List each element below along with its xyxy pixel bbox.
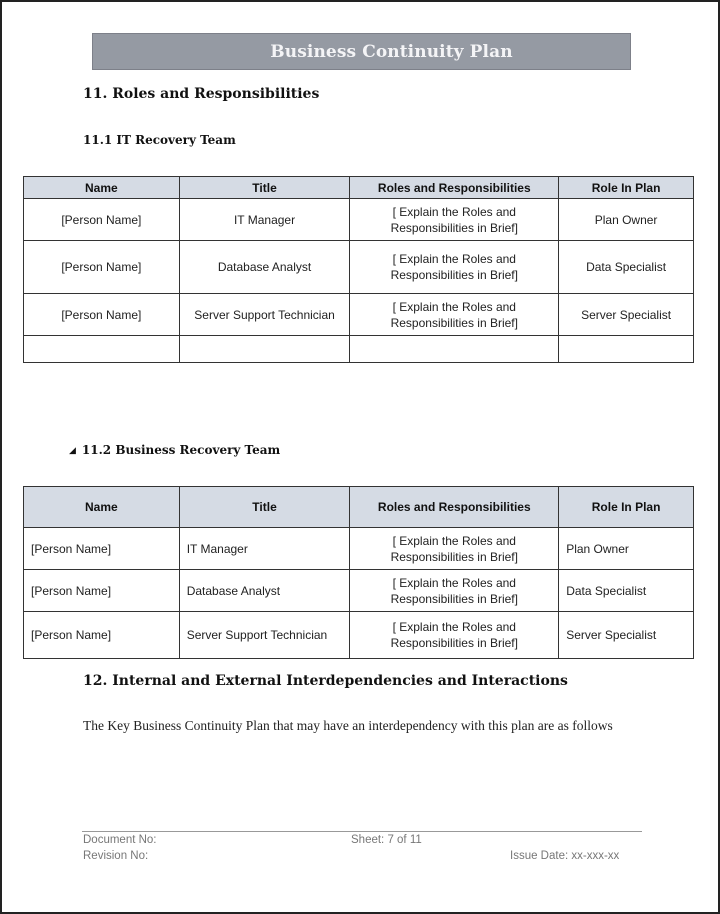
cell-name: [Person Name] <box>24 199 180 241</box>
cell-roles: [ Explain the Roles and Responsibilities in Brief] <box>350 570 559 612</box>
table-row <box>24 570 694 612</box>
cell-name: [Person Name] <box>24 241 180 294</box>
business-recovery-team-table <box>23 486 694 659</box>
footer-document-no: Document No: <box>83 834 157 846</box>
cell-title: Database Analyst <box>179 570 350 612</box>
cell-title: IT Manager <box>179 528 350 570</box>
cell-roles <box>350 336 559 363</box>
footer-issue-date: Issue Date: xx-xxx-xx <box>510 850 620 862</box>
table-row <box>24 199 694 241</box>
cell-role-in-plan: Plan Owner <box>559 528 694 570</box>
footer-divider <box>82 831 642 832</box>
cell-roles: [ Explain the Roles and Responsibilities in Brief] <box>350 612 559 659</box>
cell-role-in-plan: Server Specialist <box>559 294 694 336</box>
table-row <box>24 241 694 294</box>
table-row <box>24 528 694 570</box>
column-header-name: Name <box>24 177 180 199</box>
cell-title: Server Support Technician <box>179 612 350 659</box>
cell-title: IT Manager <box>179 199 350 241</box>
column-header-role-in-plan: Role In Plan <box>559 177 694 199</box>
section-12-body: The Key Business Continuity Plan that may have an interdependency with this plan are as follows <box>83 718 613 733</box>
section-11-heading: 11. Roles and Responsibilities <box>83 86 320 102</box>
cell-name: [Person Name] <box>24 612 180 659</box>
cell-role-in-plan: Server Specialist <box>559 612 694 659</box>
footer-revision-no: Revision No: <box>83 850 149 862</box>
cell-name: [Person Name] <box>24 294 180 336</box>
section-11-2-heading: 11.2 Business Recovery Team <box>81 443 281 457</box>
column-header-role-in-plan: Role In Plan <box>559 487 694 528</box>
it-recovery-team-table <box>23 176 694 363</box>
column-header-title: Title <box>179 487 350 528</box>
cell-role-in-plan: Plan Owner <box>559 199 694 241</box>
section-11-2-heading-wrapper <box>69 443 280 457</box>
table-row <box>24 612 694 659</box>
column-header-roles: Roles and Responsibilities <box>350 177 559 199</box>
cell-role-in-plan: Data Specialist <box>559 241 694 294</box>
section-11-1-heading: 11.1 IT Recovery Team <box>83 133 236 147</box>
table-header-row <box>24 177 694 199</box>
table-header-row <box>24 487 694 528</box>
cell-roles: [ Explain the Roles and Responsibilities in Brief] <box>350 199 559 241</box>
cell-name: [Person Name] <box>24 528 180 570</box>
cell-title: Database Analyst <box>179 241 350 294</box>
cell-roles: [ Explain the Roles and Responsibilities in Brief] <box>350 294 559 336</box>
cell-roles: [ Explain the Roles and Responsibilities in Brief] <box>350 241 559 294</box>
cell-role-in-plan <box>559 336 694 363</box>
section-12-heading: 12. Internal and External Interdependencies and Interactions <box>83 673 568 689</box>
column-header-title: Title <box>179 177 350 199</box>
document-title: Business Continuity Plan <box>270 41 513 62</box>
footer-sheet: Sheet: 7 of 11 <box>351 834 422 846</box>
column-header-name: Name <box>24 487 180 528</box>
collapse-triangle-icon[interactable]: ◢ <box>69 446 76 456</box>
cell-role-in-plan: Data Specialist <box>559 570 694 612</box>
column-header-roles: Roles and Responsibilities <box>350 487 559 528</box>
cell-roles: [ Explain the Roles and Responsibilities in Brief] <box>350 528 559 570</box>
cell-name <box>24 336 180 363</box>
document-title-banner <box>92 33 631 70</box>
cell-name: [Person Name] <box>24 570 180 612</box>
cell-title: Server Support Technician <box>179 294 350 336</box>
table-row <box>24 294 694 336</box>
cell-title <box>179 336 350 363</box>
table-row-empty <box>24 336 694 363</box>
